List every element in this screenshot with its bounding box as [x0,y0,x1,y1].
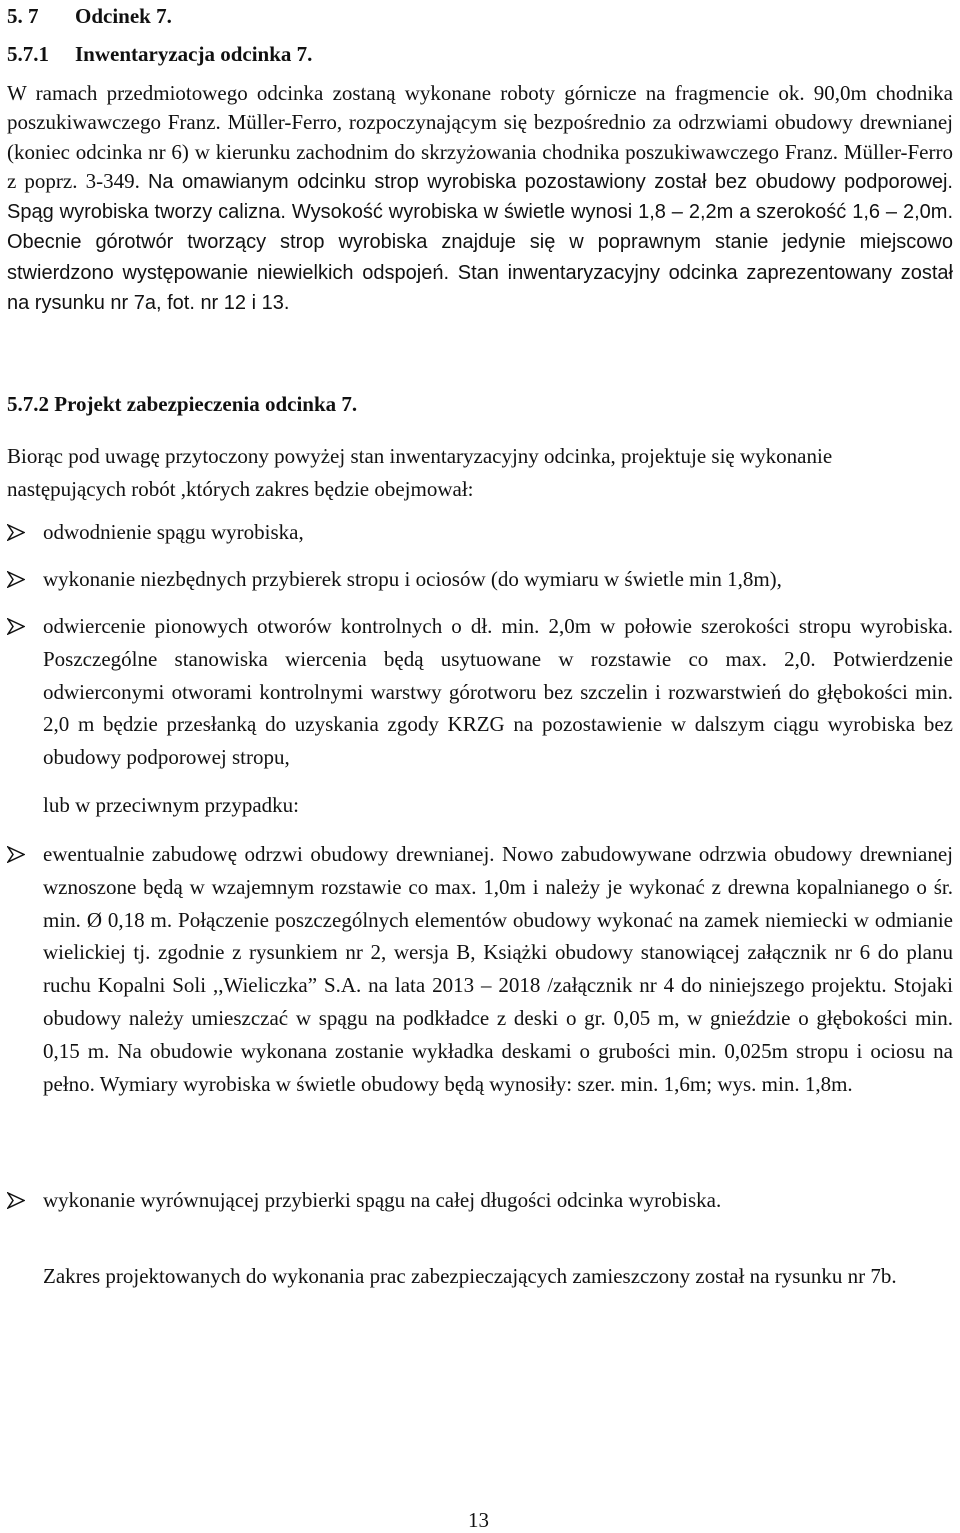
list-item [7,838,953,1100]
list-item [7,516,953,549]
inventory-paragraph [7,79,953,318]
arrow-bullet-icon [7,838,27,871]
list-item-text: ewentualnie zabudowę odrzwi obudowy drewnianej. Nowo zabudowywane odrzwia obudowy drewnianej wznoszone będą w wzajemnym rozstawie co max. 1,0m i należy je wykonać z drewna kopalnianego o śr. min. Ø 0,18 m. Połączenie poszczególnych elementów obudowy wykonać na zamek niemiecki w odmianie wielickiej tj. zgodnie z rysunkiem nr 2, wersja B, Książki obudowy stanowiącej załącznik nr 6 do planu ruchu Kopalni Soli ,,Wieliczka” S.A. na lata 2013 – 2018 /załącznik nr 4 do niniejszego projektu. Stojaki obudowy należy umieszczać w spągu na podkładce z deski o gr. 0,05 m, w gnieździe o głębokości min. 0,15 m. Na obudowie wykonana zostanie wykładka deskami o grubości min. 0,025m stropu i ociosu na pełno. Wymiary wyrobiska w świetle obudowy będą wynosiły: szer. min. 1,6m; wys. min. 1,8m. [43,842,953,1096]
section-number: 5. 7 [7,4,39,28]
project-intro: Biorąc pod uwagę przytoczony powyżej stan inwentaryzacyjny odcinka, projektuje się wykonanie następujących robót ,których zakres będzie obejmował: [7,444,833,501]
list-item [7,563,953,596]
page-number: 13 [468,1508,489,1532]
arrow-bullet-icon [7,563,27,596]
list-item-text: odwiercenie pionowych otworów kontrolnych o dł. min. 2,0m w połowie szerokości stropu wyrobiska. Poszczególne stanowiska wiercenia będą usytuowane w rozstawie co max. 2,0. Potwierdzenie odwierconymi otworami kontrolnymi warstwy górotworu bez szczelin i rozwarstwień do głębokości min. 2,0 m będzie przesłanką do uzyskania zgody KRZG na pozostawienie w dalszym ciągu wyrobiska bez obudowy podporowej stropu, [43,614,953,770]
list-item [7,610,953,774]
subsection-heading-project: 5.7.2 Projekt zabezpieczenia odcinka 7. [7,392,358,416]
list-item-text: odwodnienie spągu wyrobiska, [43,520,304,544]
arrow-bullet-icon [7,516,27,549]
section-heading [7,4,172,29]
list-item-text: wykonanie niezbędnych przybierek stropu i ociosów (do wymiaru w świetle min 1,8m), [43,567,782,591]
subsection-title: Inwentaryzacja odcinka 7. [75,42,313,66]
inventory-paragraph-part2: Na omawianym odcinku strop wyrobiska pozostawiony został bez obudowy podporowej. Spąg wyrobiska tworzy calizna. Wysokość wyrobiska w świetle wynosi 1,8 – 2,2m a szerokość 1,6 – 2,0m. Obecnie górotwór tworzący strop wyrobiska znajduje się w poprawnym stanie jedynie miejscowo stwierdzono występowanie niewielkich odspojeń. Stan inwentaryzacyjny odcinka zaprezentowany został na rysunku nr 7a, fot. nr 12 i 13. [7,170,953,315]
closing-paragraph: Zakres projektowanych do wykonania prac zabezpieczających zamieszczony został na rysunku nr 7b. [43,1264,897,1288]
alternative-label: lub w przeciwnym przypadku: [43,793,300,817]
list-item [7,1184,953,1217]
section-title: Odcinek 7. [75,4,172,28]
list-item-text: wykonanie wyrównującej przybierki spągu na całej długości odcinka wyrobiska. [43,1188,722,1212]
subsection-heading-inventory [7,42,312,67]
subsection-number: 5.7.1 [7,42,49,66]
inventory-paragraph-part1: W ramach przedmiotowego odcinka zostaną wykonane roboty górnicze na fragmencie ok. 90,0m chodnika poszukiwawczego Franz. Müller-Ferro, rozpoczynającym się bezpośrednio za odrzwiami obudowy drewnianej (koniec odcinka nr 6) w kierunku zachodnim do skrzyżowania chodnika poszukiwawczego Franz. Müller-Ferro z poprz. 3-349. [7,81,953,193]
arrow-bullet-icon [7,610,27,643]
arrow-bullet-icon [7,1184,27,1217]
